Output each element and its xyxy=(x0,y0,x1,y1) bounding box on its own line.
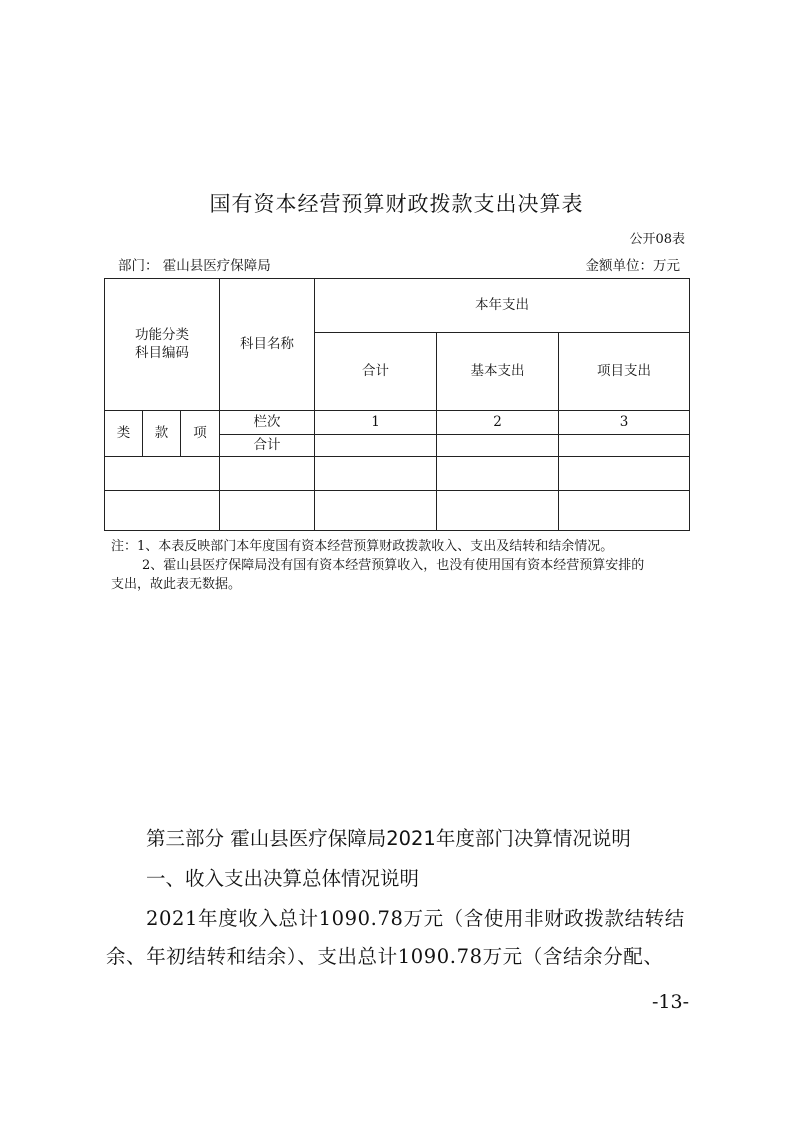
header-xiang: 项 xyxy=(181,411,220,457)
page-number: -13- xyxy=(651,991,689,1013)
column-number-3: 3 xyxy=(559,411,690,435)
table-title: 国有资本经营预算财政拨款支出决算表 xyxy=(209,192,584,216)
table-row xyxy=(105,457,690,491)
section-heading: 第三部分 霍山县医疗保障局2021年度部门决算情况说明 xyxy=(146,827,631,850)
note-line-3: 支出，故此表无数据。 xyxy=(111,577,242,592)
column-number-1: 1 xyxy=(315,411,437,435)
total-value xyxy=(315,435,437,457)
project-value xyxy=(559,435,690,457)
header-subject-name: 科目名称 xyxy=(220,279,315,411)
paragraph-line-1: 2021年度收入总计1090.78万元（含使用非财政拨款结转结 xyxy=(146,907,685,930)
header-func-class: 功能分类 xyxy=(135,326,189,343)
note-line-1: 注：1、本表反映部门本年度国有资本经营预算财政拨款收入、支出及结转和结余情况。 xyxy=(111,539,614,554)
note-line-2: 2、霍山县医疗保障局没有国有资本经营预算收入，也没有使用国有资本经营预算安排的 xyxy=(142,558,645,573)
basic-value xyxy=(437,435,559,457)
paragraph-line-2: 余、年初结转和结余）、支出总计1090.78万元（含结余分配、 xyxy=(106,945,664,968)
header-function-classification xyxy=(105,279,220,411)
header-basic: 基本支出 xyxy=(437,333,559,411)
column-number-label: 栏次 xyxy=(220,411,315,435)
expenditure-table xyxy=(104,278,690,531)
header-project: 项目支出 xyxy=(559,333,690,411)
body-paragraph xyxy=(106,900,692,976)
header-current-year: 本年支出 xyxy=(315,279,690,333)
subsection-heading: 一、收入支出决算总体情况说明 xyxy=(146,867,420,890)
header-kuan: 款 xyxy=(143,411,181,457)
amount-unit-label: 金额单位：万元 xyxy=(585,258,680,274)
header-total: 合计 xyxy=(315,333,437,411)
column-number-2: 2 xyxy=(437,411,559,435)
table-code: 公开08表 xyxy=(629,232,685,247)
table-notes xyxy=(111,537,697,594)
department-label: 部门： 霍山县医疗保障局 xyxy=(118,258,271,274)
table-row xyxy=(105,491,690,531)
total-row-label: 合计 xyxy=(220,435,315,457)
header-lei: 类 xyxy=(105,411,143,457)
header-subject-code: 科目编码 xyxy=(135,344,189,361)
